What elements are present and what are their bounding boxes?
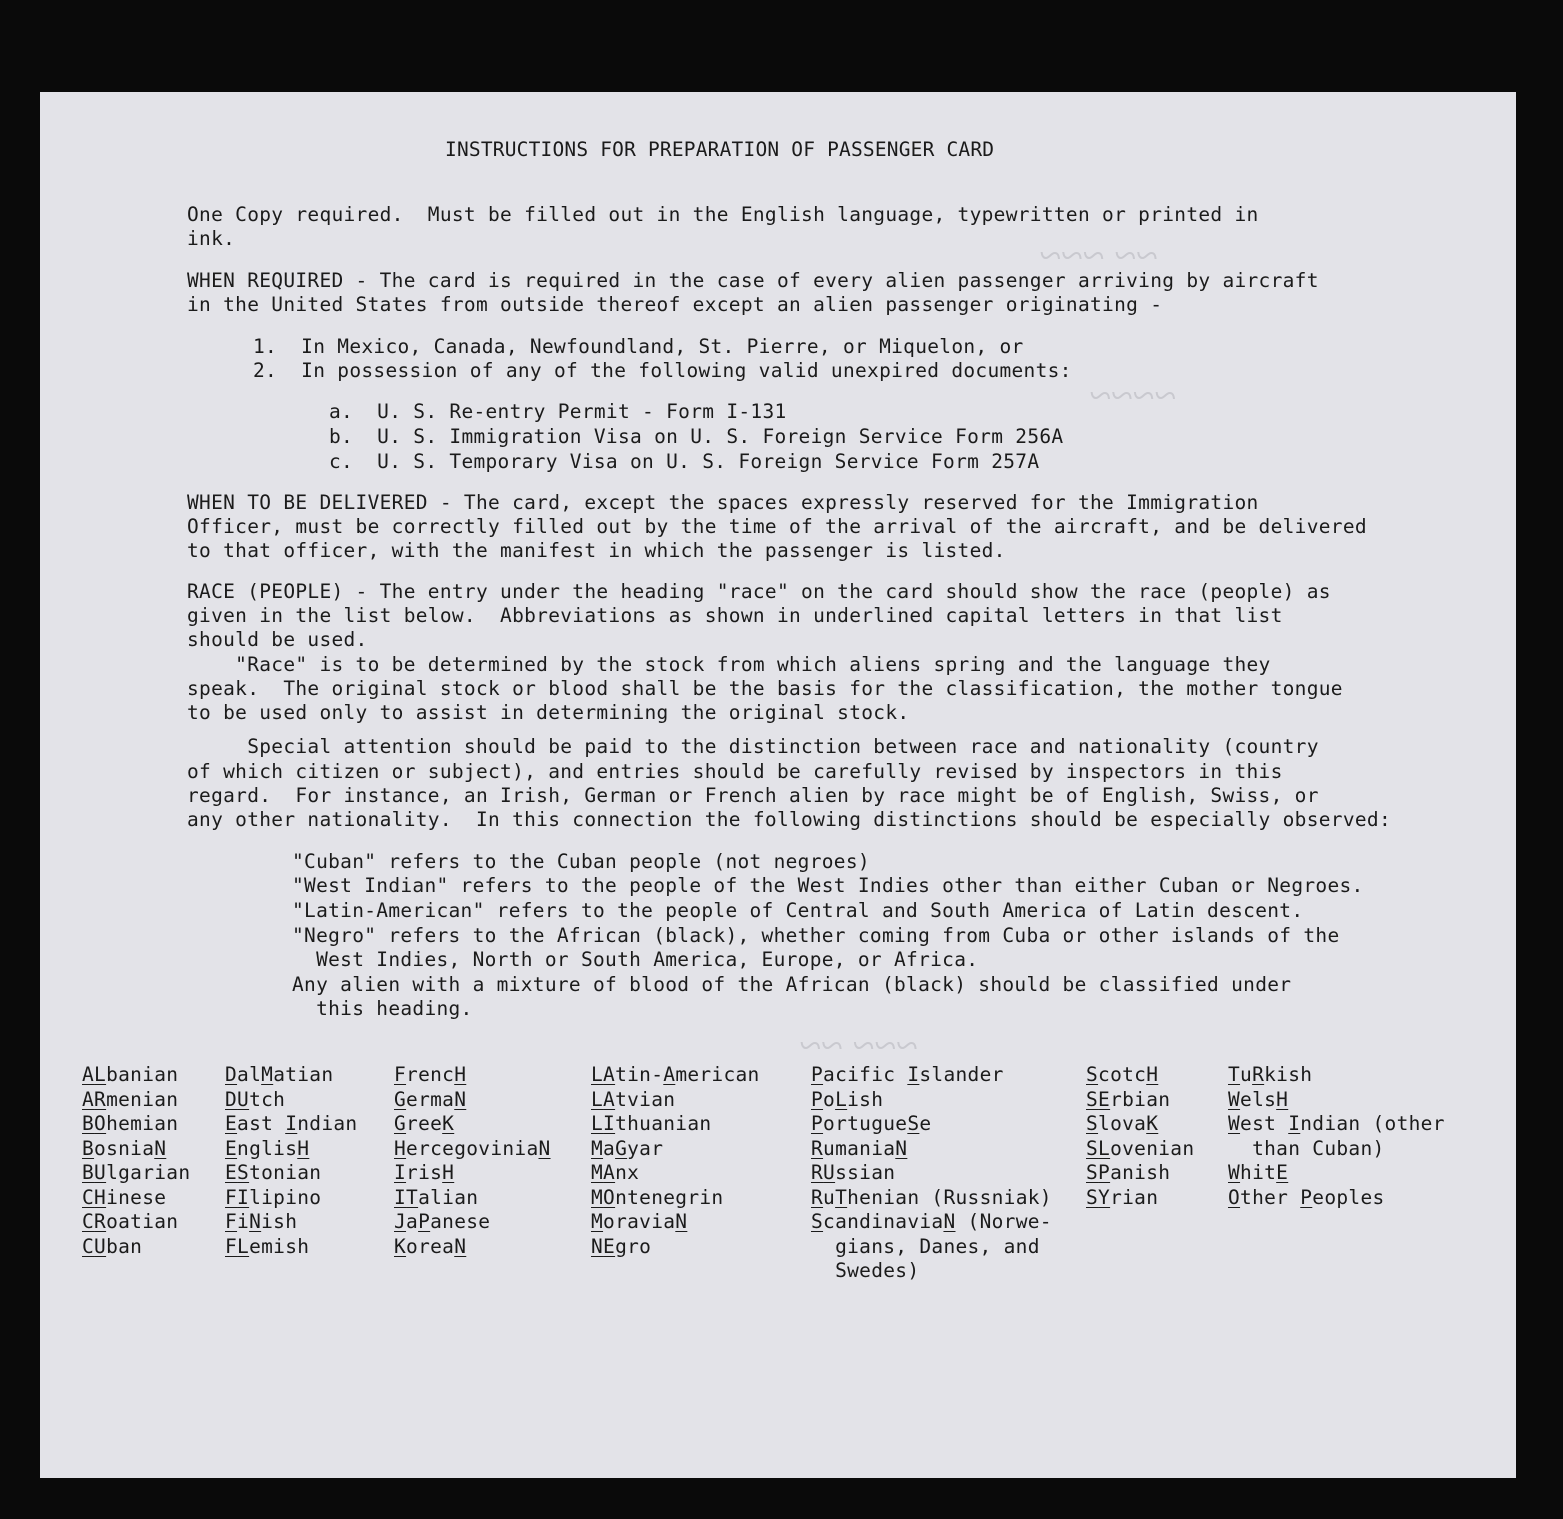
race-entry: TuRkish: [1228, 1063, 1313, 1086]
race-entry: IrisH: [394, 1161, 455, 1184]
distinction-line: "Latin-American" refers to the people of Central and South America of Latin descent.: [292, 899, 1304, 922]
bleed-through-handwriting: ~~~ ~~: [800, 1023, 919, 1068]
intro-line: One Copy required. Must be filled out in the English language, typewritten or printed in: [187, 203, 1259, 226]
race-entry: MoraviaN: [591, 1210, 688, 1233]
race-entry: BOhemian: [82, 1112, 179, 1135]
race-entry: DUtch: [225, 1087, 286, 1111]
race-entry: West Indian (other: [1228, 1112, 1445, 1135]
bleed-through-handwriting: ~~~~: [1090, 373, 1177, 418]
race-entry: SErbian: [1086, 1087, 1171, 1111]
race-line: regard. For instance, an Irish, German or French alien by race might be of English, Swiss, or: [187, 784, 1319, 807]
document-page: [40, 92, 1516, 1478]
race-entry: East Indian: [225, 1112, 358, 1135]
race-entry: HercegoviniaN: [394, 1136, 551, 1160]
race-entry: MAnx: [591, 1161, 640, 1184]
race-entry: FIlipino: [225, 1185, 322, 1209]
race-entry: FiNish: [225, 1210, 298, 1233]
race-line: given in the list below. Abbreviations as shown in underlined capital letters in that list: [187, 604, 1283, 627]
race-entry: FrencH: [394, 1063, 467, 1086]
race-entry: CUban: [82, 1234, 143, 1258]
race-entry: GreeK: [394, 1112, 455, 1135]
document-item: a. U. S. Re-entry Permit - Form I-131: [329, 400, 787, 423]
page-title: INSTRUCTIONS FOR PREPARATION OF PASSENGER CARD: [445, 138, 995, 161]
race-line: of which citizen or subject), and entries should be carefully revised by inspectors in this: [187, 760, 1283, 783]
race-entry: LIthuanian: [591, 1112, 712, 1135]
race-entry: LAtin-American: [591, 1063, 760, 1086]
document-item: b. U. S. Immigration Visa on U. S. Foreign Service Form 256A: [329, 425, 1064, 448]
race-line: "Race" is to be determined by the stock from which aliens spring and the language they: [187, 653, 1271, 676]
race-entry: ScandinaviaN (Norwe-: [811, 1210, 1052, 1233]
race-entry: gians, Danes, and: [811, 1234, 1040, 1258]
race-entry: BUlgarian: [82, 1161, 191, 1184]
race-entry: RUssian: [811, 1161, 896, 1184]
when-required-line: WHEN REQUIRED - The card is required in the case of every alien passenger arriving by aircraft: [187, 269, 1319, 292]
race-entry: LAtvian: [591, 1087, 676, 1111]
race-entry: ScotcH: [1086, 1063, 1159, 1086]
distinction-line: "West Indian" refers to the people of the West Indies other than either Cuban or Negroes.: [292, 874, 1364, 897]
when-delivered-line: WHEN TO BE DELIVERED - The card, except the spaces expressly reserved for the Immigration: [187, 491, 1259, 514]
race-entry: BosniaN: [82, 1136, 167, 1160]
race-entry: JaPanese: [394, 1210, 491, 1233]
race-entry: RuThenian (Russniak): [811, 1185, 1052, 1209]
bleed-through-handwriting: ~~ ~~~: [1040, 233, 1159, 278]
race-entry: SlovaK: [1086, 1112, 1159, 1135]
when-delivered-line: Officer, must be correctly filled out by the time of the arrival of the aircraft, and be delivered: [187, 515, 1367, 538]
race-entry: ALbanian: [82, 1063, 179, 1086]
race-line: RACE (PEOPLE) - The entry under the heading "race" on the card should show the race (people) as: [187, 580, 1331, 603]
race-line: should be used.: [187, 628, 368, 651]
race-entry: EStonian: [225, 1161, 322, 1184]
race-entry: WelsH: [1228, 1087, 1289, 1111]
race-entry: MaGyar: [591, 1136, 664, 1160]
race-entry: WhitE: [1228, 1161, 1289, 1184]
distinction-line: "Negro" refers to the African (black), whether coming from Cuba or other islands of the: [292, 924, 1340, 947]
race-entry: NEgro: [591, 1234, 652, 1258]
race-entry: ITalian: [394, 1185, 479, 1209]
when-required-item: 2. In possession of any of the following valid unexpired documents:: [253, 359, 1072, 382]
race-entry: Other Peoples: [1228, 1185, 1385, 1209]
distinction-line: "Cuban" refers to the Cuban people (not negroes): [292, 850, 870, 873]
race-line: speak. The original stock or blood shall be the basis for the classification, the mother tongue: [187, 677, 1343, 700]
race-entry: GermaN: [394, 1087, 467, 1111]
race-entry: KoreaN: [394, 1234, 467, 1258]
race-entry: ARmenian: [82, 1087, 179, 1111]
race-entry: RumaniaN: [811, 1136, 908, 1160]
intro-line: ink.: [187, 227, 236, 250]
race-entry: SLovenian: [1086, 1136, 1195, 1160]
document-item: c. U. S. Temporary Visa on U. S. Foreign Service Form 257A: [329, 450, 1040, 473]
when-delivered-line: to that officer, with the manifest in which the passenger is listed.: [187, 539, 1006, 562]
race-entry: Swedes): [811, 1259, 920, 1282]
race-line: to be used only to assist in determining the original stock.: [187, 701, 910, 724]
race-line: Special attention should be paid to the distinction between race and nationality (country: [187, 735, 1319, 758]
race-entry: MOntenegrin: [591, 1185, 724, 1209]
race-entry: SYrian: [1086, 1185, 1159, 1209]
race-entry: Pacific Islander: [811, 1063, 1004, 1086]
race-entry: FLemish: [225, 1234, 310, 1258]
distinction-line: West Indies, North or South America, Europe, or Africa.: [292, 948, 979, 971]
race-entry: CHinese: [82, 1185, 167, 1209]
race-line: any other nationality. In this connection the following distinctions should be especially observed:: [187, 808, 1391, 831]
race-entry: PortugueSe: [811, 1112, 932, 1135]
race-entry: DalMatian: [225, 1063, 334, 1086]
race-entry: than Cuban): [1228, 1136, 1385, 1160]
race-entry: CRoatian: [82, 1210, 179, 1233]
when-required-item: 1. In Mexico, Canada, Newfoundland, St. Pierre, or Miquelon, or: [253, 335, 1024, 358]
distinction-line: Any alien with a mixture of blood of the African (black) should be classified under: [292, 973, 1292, 996]
race-entry: PoLish: [811, 1087, 884, 1111]
distinction-line: this heading.: [292, 997, 473, 1020]
race-entry: SPanish: [1086, 1161, 1171, 1184]
race-entry: EnglisH: [225, 1136, 310, 1160]
when-required-line: in the United States from outside thereof except an alien passenger originating -: [187, 293, 1163, 316]
